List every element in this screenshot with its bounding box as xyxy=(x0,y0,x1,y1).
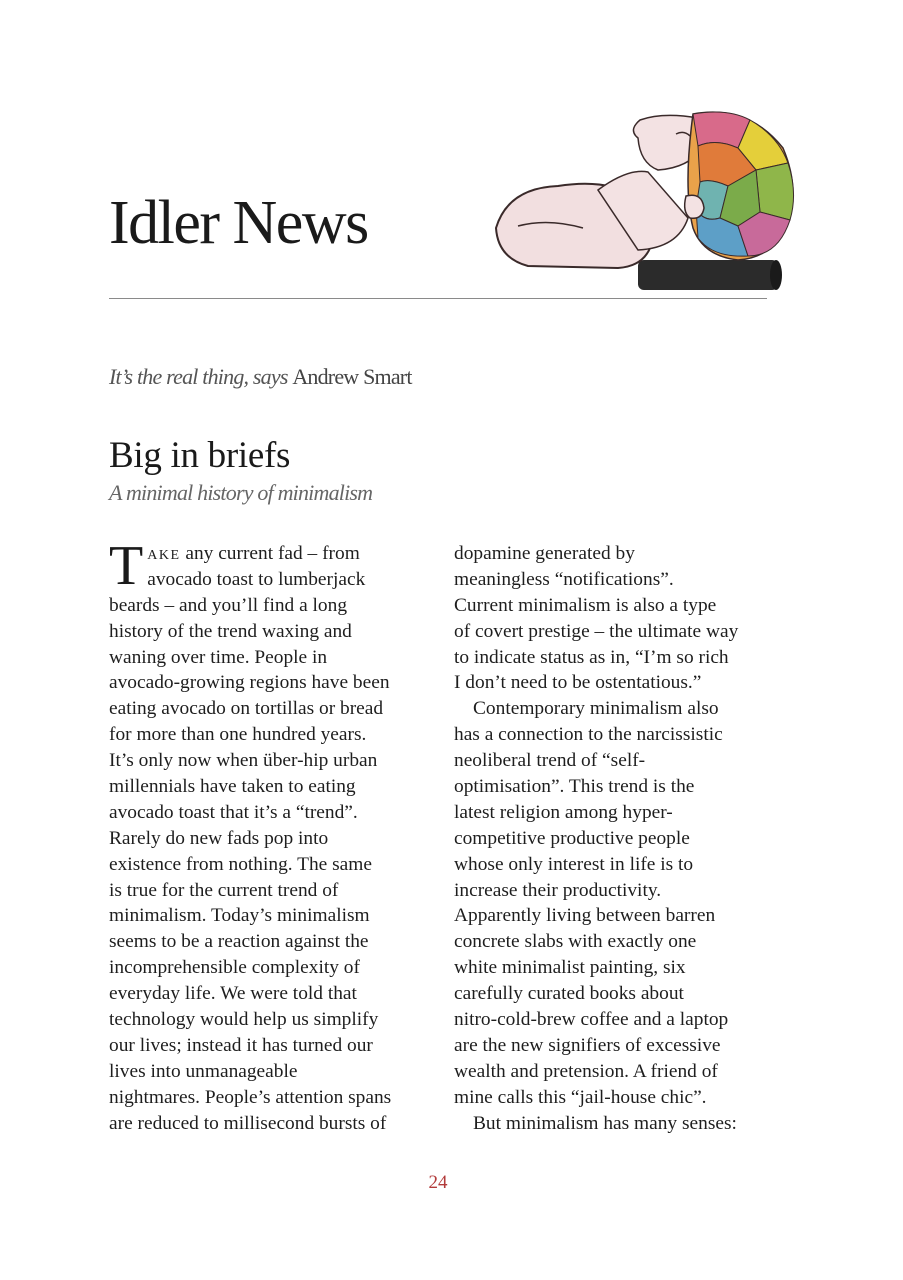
body-line: our lives; instead it has turned our xyxy=(109,1034,373,1056)
byline-tagline: It’s the real thing, says xyxy=(109,364,293,389)
article-standfirst: A minimal history of minimalism xyxy=(109,480,373,505)
article-headline: Big in briefs xyxy=(109,435,291,476)
body-line: nightmares. People’s attention spans xyxy=(109,1086,392,1108)
body-line: I don’t need to be ostentatious.” xyxy=(454,672,702,694)
body-line: But minimalism has many senses: xyxy=(473,1112,737,1134)
body-line: for more than one hundred years. xyxy=(109,724,367,746)
body-line: optimisation”. This trend is the xyxy=(454,776,695,798)
body-line: avocado toast to lumberjack xyxy=(147,568,366,590)
body-line: avocado toast that it’s a “trend”. xyxy=(109,801,358,823)
body-line: increase their productivity. xyxy=(454,879,662,901)
body-line: to indicate status as in, “I’m so rich xyxy=(454,646,729,668)
body-line: eating avocado on tortillas or bread xyxy=(109,698,384,720)
body-line: waning over time. People in xyxy=(109,646,328,668)
body-line: meaningless “notifications”. xyxy=(454,568,674,590)
body-line: latest religion among hyper- xyxy=(454,801,673,823)
page-number: 24 xyxy=(428,1172,448,1193)
body-line: lives into unmanageable xyxy=(109,1060,298,1082)
body-line: minimalism. Today’s minimalism xyxy=(109,905,370,927)
body-line: concrete slabs with exactly one xyxy=(454,931,697,953)
body-line: seems to be a reaction against the xyxy=(109,931,369,953)
body-line: avocado-growing regions have been xyxy=(109,672,390,694)
body-line: are the new signifiers of excessive xyxy=(454,1034,721,1056)
phrenology-bust-illustration xyxy=(488,108,798,298)
byline-author: Andrew Smart xyxy=(292,364,412,389)
lead-word: AKE xyxy=(147,548,181,563)
body-line: nitro-cold-brew coffee and a laptop xyxy=(454,1009,729,1031)
body-line: are reduced to millisecond bursts of xyxy=(109,1112,387,1134)
byline xyxy=(109,364,412,390)
body-line: dopamine generated by xyxy=(454,543,635,564)
body-line: carefully curated books about xyxy=(454,983,684,1005)
body-line: history of the trend waxing and xyxy=(109,620,352,642)
drop-cap: T xyxy=(109,535,144,597)
body-line: wealth and pretension. A friend of xyxy=(454,1060,718,1082)
body-line: AKE any current fad – from xyxy=(147,543,360,564)
body-line: white minimalist painting, six xyxy=(454,957,686,979)
body-line: has a connection to the narcissistic xyxy=(454,724,723,746)
body-line: Contemporary minimalism also xyxy=(473,698,719,720)
body-line: Current minimalism is also a type xyxy=(454,594,717,616)
masthead-title: Idler News xyxy=(109,189,368,257)
body-line: is true for the current trend of xyxy=(109,879,339,901)
body-line: existence from nothing. The same xyxy=(109,853,372,875)
masthead-rule xyxy=(109,298,767,299)
body-line: beards – and you’ll find a long xyxy=(109,594,348,616)
article-column-left xyxy=(109,535,439,1136)
body-line: mine calls this “jail-house chic”. xyxy=(454,1086,707,1108)
body-line: Apparently living between barren xyxy=(454,905,716,927)
body-line: technology would help us simplify xyxy=(109,1009,379,1031)
body-line: It’s only now when über-hip urban xyxy=(109,750,378,772)
body-line: incomprehensible complexity of xyxy=(109,957,360,979)
body-line: Rarely do new fads pop into xyxy=(109,827,329,849)
body-line: neoliberal trend of “self- xyxy=(454,750,646,772)
article-column-right xyxy=(454,541,774,1136)
body-line: of covert prestige – the ultimate way xyxy=(454,620,739,642)
body-line: competitive productive people xyxy=(454,827,690,849)
body-line: everyday life. We were told that xyxy=(109,983,357,1005)
body-line: whose only interest in life is to xyxy=(454,853,694,875)
body-line: millennials have taken to eating xyxy=(109,776,356,798)
